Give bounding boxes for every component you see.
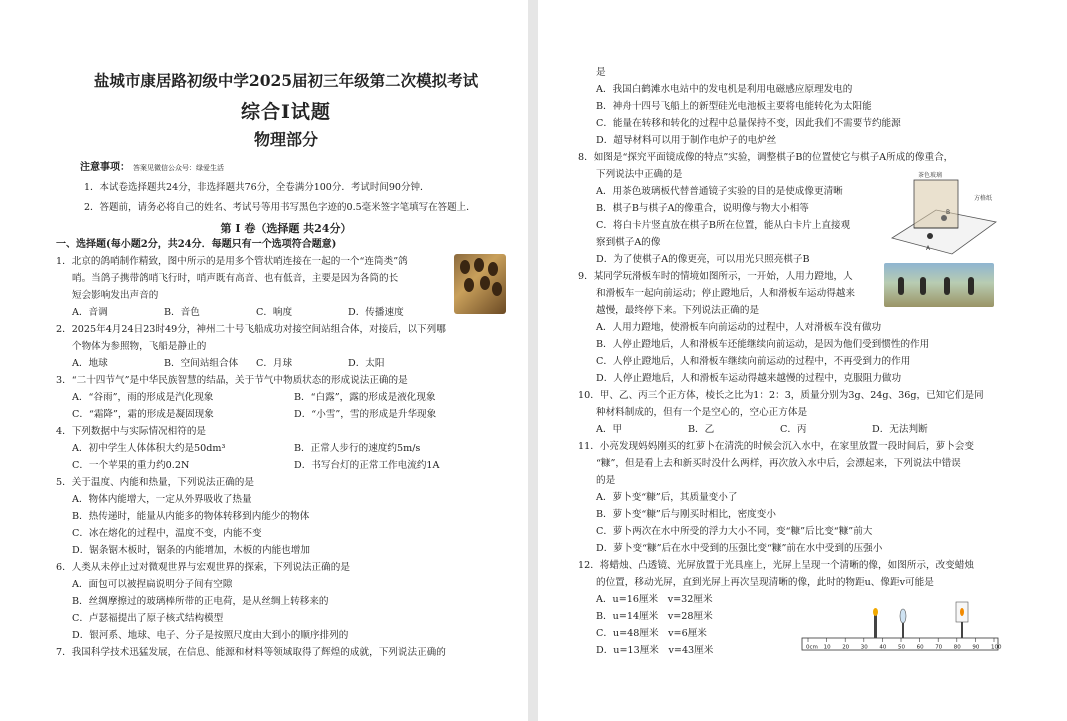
options (578, 421, 1027, 438)
option: D．锯条锯木板时，锯条的内能增加，木板的内能也增加 (72, 545, 310, 556)
option: C．响度 (256, 307, 293, 318)
question-7: 7．我国科学技术迅猛发展，在信息、能源和材料等领域取得了辉煌的成就，下列说法正确的 (56, 647, 446, 658)
ruler-label: 90 (972, 644, 980, 651)
option: C．一个苹果的重力约0.2N (72, 460, 190, 471)
ruler-label: 60 (916, 644, 924, 651)
option: B．“白露”，露的形成是液化现象 (294, 392, 436, 403)
question-6: 6．人类从未停止过对微观世界与宏观世界的探索，下列说法正确的是 A．面包可以被捏扁说明分子间有空隙 B．丝绸摩擦过的玻璃棒所带的正电荷，是从丝绸上转移来的 C．卢瑟福提出了原子核式结构模型 D．银河系、地球、电子、分子是按照尺度由大到小的顺序排列的 (56, 559, 516, 644)
notice-label: 注意事项： (80, 162, 130, 173)
ruler-label: 50 (898, 644, 905, 651)
notice-line (80, 160, 516, 176)
exam-page-left (0, 0, 528, 721)
options (56, 355, 516, 372)
ruler-label: 30 (860, 644, 868, 651)
option: D．无法判断 (872, 424, 928, 435)
exam-subtitle: 综合Ⅰ试题 (241, 101, 331, 123)
options (578, 81, 1027, 149)
part-title: 物理部分 (253, 130, 318, 149)
option: B．神舟十四号飞船上的新型硅光电池板主要将电能转化为太阳能 (596, 101, 872, 112)
option: C．丙 (780, 424, 807, 435)
option: C．冰在熔化的过程中，温度不变，内能不变 (72, 528, 262, 539)
option: B．人停止蹬地后，人和滑板车还能继续向前运动，是因为他们受到惯性的作用 (596, 339, 930, 350)
option: C．月球 (256, 358, 293, 369)
option: B．棋子B与棋子A的像重合，说明像与物大小相等 (596, 203, 809, 214)
option: A．萝卜变“糠”后，其质量变小了 (596, 492, 738, 503)
option: B．乙 (688, 424, 715, 435)
option: B．热传递时，能量从内能多的物体转移到内能少的物体 (72, 511, 310, 522)
label-tea-glass: 茶色玻璃 (918, 172, 943, 179)
question-11: 11．小亮发现妈妈刚买的红萝卜在清洗的时候会沉入水中，在家里放置一段时间后，萝卜会变 “糠”，但是看上去和新买时没什么两样，再次放入水中后，会漂起来，下列说法中错误 的是 A．萝卜变“糠”后，其质量变小了 B．萝卜变“糠”后与刚买时相比，密度变小 C．萝卜两次在水中所受的浮力大小不同，变“糠”后比变“糠”前大 D．萝卜变“糠”后在水中受到的压强比变“糠”前在水中受到的压强小 (578, 438, 1027, 557)
option: C．人停止蹬地后，人和滑板车继续向前运动的过程中，不再受到力的作用 (596, 356, 911, 367)
question-12: 12．将蜡烛、凸透镜、光屏放置于光具座上，光屏上呈现一个清晰的像，如图所示，改变蜡烛 的位置，移动光屏，直到光屏上再次呈现清晰的像，此时的物距u、像距v可能是 A．u=16厘米 v=32厘米 B．u=14厘米 v=28厘米 C．u=48厘米 v=6厘米 D．u=13厘米 v=43厘米 (578, 557, 1027, 659)
ruler-label: 70 (935, 644, 943, 651)
option: B．音色 (164, 307, 200, 318)
option: D．“小雪”，雪的形成是升华现象 (294, 409, 437, 420)
options (56, 576, 516, 644)
option: D．人停止蹬地后，人和滑板车运动得越来越慢的过程中，克服阻力做功 (596, 373, 902, 384)
question-4: 4．下列数据中与实际情况相符的是 A．初中学生人体体积大约是50dm³ B．正常人步行的速度约5m/s C．一个苹果的重力约0.2N D．书写台灯的正常工作电流约1A (56, 423, 516, 474)
option: A．人用力蹬地，使滑板车向前运动的过程中，人对滑板车没有做功 (596, 322, 882, 333)
option: D．u=13厘米 v=43厘米 (596, 645, 714, 656)
note-item: 2．答题前，请务必将自己的姓名、考试号等用书写黑色字迹的0.5毫米签字笔填写在答题上． (84, 202, 476, 213)
option: C．能量在转移和转化的过程中总量保持不变，因此我们不需要节约能源 (596, 118, 901, 129)
option: A．面包可以被捏扁说明分子间有空隙 (72, 579, 233, 590)
question-7-continued: 是 A．我国白鹤滩水电站中的发电机是利用电磁感应原理发电的 B．神舟十四号飞船上的新型硅光电池板主要将电能转化为太阳能 C．能量在转移和转化的过程中总量保持不变，因此我们不需要节约能源 D．超导材料可以用于制作电炉子的电炉丝 (578, 64, 1027, 149)
notice-watermark: 答案见微信公众号：绿爱生活 (133, 164, 225, 172)
label-piece-b: B (946, 209, 951, 216)
option: D．超导材料可以用于制作电炉子的电炉丝 (596, 135, 777, 146)
skateboard-photo (884, 263, 994, 307)
ruler-label: 40 (879, 644, 887, 651)
option: D．传播速度 (348, 307, 404, 318)
option: A．音调 (72, 307, 108, 318)
question-8: 8．如图是“探究平面镜成像的特点”实验，调整棋子B的位置使它与棋子A所成的像重合， 下列说法中正确的是 A．用茶色玻璃板代替普通镜子实验的目的是使成像更清晰 B．棋子B与棋子A的像重合，说明像与物大小相等 C．将白卡片竖直放在棋子B所在位置，能从白卡片上直接观 察到棋子A的像 D．为了使棋子A的像更亮，可以用光只照亮棋子B (578, 149, 1027, 268)
question-9: 9．某同学玩滑板车时的情境如图所示，一开始，人用力蹬地，人 和滑板车一起向前运动；停止蹬地后，人和滑板车运动得越来 越慢，最终停下来。下列说法正确的是 A．人用力蹬地，使滑板车向前运动的过程中，人对滑板车没有做功 B．人停止蹬地后，人和滑板车还能继续向前运动，是因为他们受到惯性的作用 C．人停止蹬地后，人和滑板车继续向前运动的过程中，不再受到力的作用 D．人停止蹬地后，人和滑板车运动得越来越慢的过程中，克服阻力做功 (578, 268, 1027, 387)
options (56, 304, 516, 321)
note-item: 1．本试卷选择题共24分，非选择题共76分，全卷满分100分．考试时间90分钟． (84, 182, 430, 193)
option: B．萝卜变“糠”后与刚买时相比，密度变小 (596, 509, 776, 520)
option: B．u=14厘米 v=28厘米 (596, 611, 713, 622)
option: C．“霜降”，霜的形成是凝固现象 (72, 409, 214, 420)
options (56, 491, 516, 559)
question-3: 3．“二十四节气”是中华民族智慧的结晶，关于节气中物质状态的形成说法正确的是 A．“谷雨”，雨的形成是汽化现象 B．“白露”，露的形成是液化现象 C．“霜降”，霜的形成是凝固现象 D．“小雪”，雪的形成是升华现象 (56, 372, 516, 423)
options (56, 389, 516, 423)
pigeon-whistle-image (454, 254, 506, 314)
option: A．u=16厘米 v=32厘米 (596, 594, 713, 605)
volume-heading: 第 Ⅰ 卷（选择题 共24分） (220, 222, 352, 235)
question-2: 2．2025年4月24日23时49分，神州二十号飞船成功对接空间站组合体，对接后，以下列哪 个物体为参照物，飞船是静止的 A．地球 B．空间站组合体 C．月球 D．太阳 (56, 321, 516, 372)
optical-bench-figure (798, 590, 1006, 656)
options (578, 319, 1027, 387)
option: D．太阳 (348, 358, 385, 369)
ruler-label: 0cm (806, 644, 818, 651)
exam-title: 盐城市康居路初级中学2025届初三年级第二次模拟考试 (93, 71, 479, 90)
option: D．萝卜变“糠”后在水中受到的压强比变“糠”前在水中受到的压强小 (596, 543, 883, 554)
option: A．甲 (596, 424, 623, 435)
option: C．卢瑟福提出了原子核式结构模型 (72, 613, 224, 624)
option: A．我国白鹤滩水电站中的发电机是利用电磁感应原理发电的 (596, 84, 853, 95)
option: A．物体内能增大，一定从外界吸收了热量 (72, 494, 252, 505)
ruler-label: 20 (842, 644, 850, 651)
label-piece-a: A (926, 245, 931, 252)
option: A．“谷雨”，雨的形成是汽化现象 (72, 392, 214, 403)
question-5: 5．关于温度、内能和热量，下列说法正确的是 A．物体内能增大，一定从外界吸收了热量 B．热传递时，能量从内能多的物体转移到内能少的物体 C．冰在熔化的过程中，温度不变，内能不变 D．锯条锯木板时，锯条的内能增加，木板的内能也增加 (56, 474, 516, 559)
option: C．萝卜两次在水中所受的浮力大小不同，变“糠”后比变“糠”前大 (596, 526, 873, 537)
label-grid-paper: 方格纸 (974, 195, 993, 202)
option: B．丝绸摩擦过的玻璃棒所带的正电荷，是从丝绸上转移来的 (72, 596, 329, 607)
option: C．将白卡片竖直放在棋子B所在位置，能从白卡片上直接观 (596, 220, 851, 231)
option: D．书写台灯的正常工作电流约1A (294, 460, 440, 471)
option: A．地球 (72, 358, 108, 369)
option: 察到棋子A的像 (596, 237, 661, 248)
plane-mirror-figure (888, 170, 998, 258)
option: A．初中学生人体体积大约是50dm³ (72, 443, 226, 454)
option: B．正常人步行的速度约5m/s (294, 443, 421, 454)
ruler-label: 80 (953, 644, 961, 651)
options (578, 489, 1027, 557)
section-heading: 一、选择题(每小题2分，共24分．每题只有一个选项符合题意) (56, 239, 337, 250)
option: C．u=48厘米 v=6厘米 (596, 628, 707, 639)
option: B．空间站组合体 (164, 358, 239, 369)
ruler-label: 10 (823, 644, 831, 651)
question-10: 10．甲、乙、丙三个正方体，棱长之比为1：2：3，质量分别为3g、24g、36g，已知它们是同 种材料制成的，但有一个是空心的，空心正方体是 A．甲 B．乙 C．丙 D．无法判断 (578, 387, 1027, 438)
options (56, 440, 516, 474)
option: A．用茶色玻璃板代替普通镜子实验的目的是使成像更清晰 (596, 186, 843, 197)
question-1: 1．北京的鸽哨制作精致，图中所示的是用多个管状哨连接在一起的一个“连筒类”鸽 哨。当鸽子携带鸽哨飞行时，哨声既有高音、也有低音，主要是因为各筒的长 短会影响发出声音的 A．音调 B．音色 C．响度 D．传播速度 (56, 253, 516, 321)
option: D．为了使棋子A的像更亮，可以用光只照亮棋子B (596, 254, 810, 265)
ruler-label: 100 (991, 644, 1002, 651)
option: D．银河系、地球、电子、分子是按照尺度由大到小的顺序排列的 (72, 630, 349, 641)
